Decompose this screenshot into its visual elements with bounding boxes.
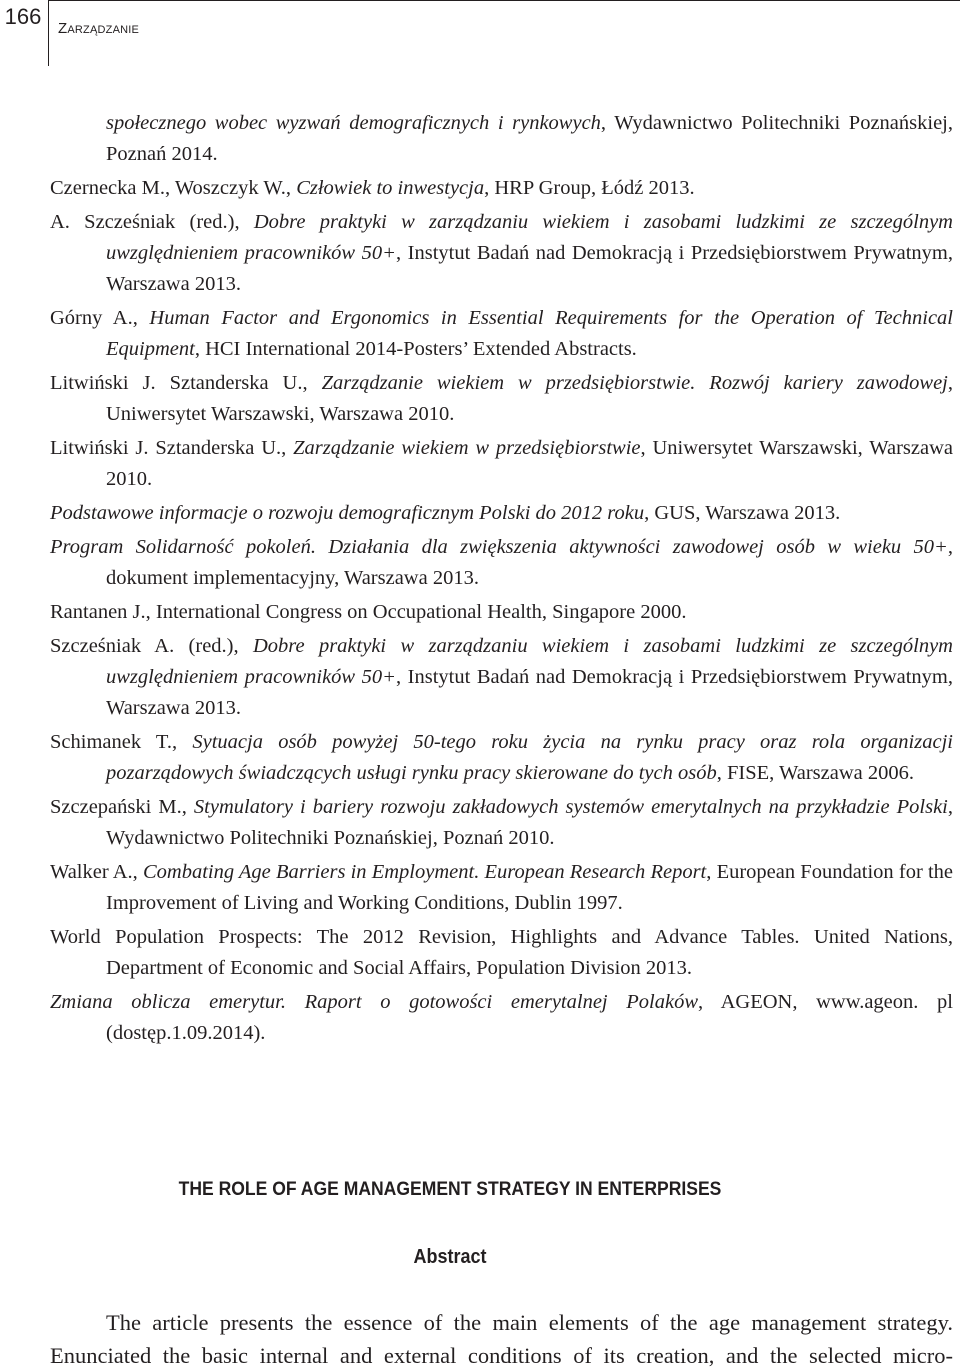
reference-title-segment: społecznego wobec wyzwań demograficznych i rynkowych [106,112,601,134]
reference-entry [50,368,953,430]
reference-entry [50,303,953,365]
reference-entry [50,207,953,300]
reference-text-segment: Litwiński J. Sztanderska U., [50,437,294,459]
reference-title-segment: Dobre praktyki w zarządzaniu wiekiem i zasobami ludzkimi ze szczególnym uwzględnieniem pracowników 50+ [106,211,953,264]
reference-entry [50,922,953,984]
reference-text-segment: Litwiński J. Sztanderska U., [50,372,322,394]
header-horizontal-rule [48,0,960,1]
reference-title-segment: Combating Age Barriers in Employment. European Research Report [142,861,707,883]
running-head [0,0,960,66]
reference-text-segment: Rantanen J., International Congress on Occupational Health, Singapore 2000. [50,601,687,623]
reference-title-segment: Program Solidarność pokoleń. Działania dla zwiększenia aktywności zawodowej osób w wieku 50+ [50,536,948,558]
reference-entry [50,857,953,919]
bibliography-list [50,108,953,1052]
reference-text-segment: , AGEON, www.ageon. pl (dostęp.1.09.2014). [106,991,953,1044]
reference-text-segment: , dokument implementacyjny, Warszawa 2013. [106,536,953,589]
reference-title-segment: Dobre praktyki w zarządzaniu wiekiem i zasobami ludzkimi ze szczególnym uwzględnieniem pracowników 50+ [106,635,953,688]
reference-text-segment: Szcześniak A. (red.), [50,635,253,657]
reference-text-segment: Schimanek T., [50,731,193,753]
reference-entry [50,727,953,789]
reference-entry [50,631,953,724]
reference-entry [50,108,953,170]
reference-entry [50,498,953,529]
reference-text-segment: , FISE, Warszawa 2006. [716,762,914,784]
reference-entry [50,792,953,854]
reference-title-segment: Human Factor and Ergonomics in Essential Requirements for the Operation of Technical Equipment [106,307,953,360]
reference-title-segment: Zarządzanie wiekiem w przedsiębiorstwie. Rozwój kariery zawodowej [321,372,948,394]
reference-text-segment: , GUS, Warszawa 2013. [644,502,841,524]
reference-entry [50,433,953,495]
reference-title-segment: Podstawowe informacje o rozwoju demograficznym Polski do 2012 roku [50,502,645,524]
reference-entry [50,173,953,204]
reference-entry [50,987,953,1049]
reference-entry [50,597,953,628]
reference-text-segment: World Population Prospects: The 2012 Revision, Highlights and Advance Tables. United Nations, Department of Economic and Social Affairs, Population Division 2013. [50,926,953,979]
reference-text-segment: , Wydawnictwo Politechniki Poznańskiej, Poznań 2010. [106,796,953,849]
section-title: Zarządzanie [58,20,140,37]
reference-text-segment: , Wydawnictwo Politechniki Poznańskiej, Poznań 2014. [106,112,953,165]
reference-text-segment: , Instytut Badań nad Demokracją i Przedsiębiorstwem Prywatnym, Warszawa 2013. [106,666,954,719]
reference-text-segment: , Uniwersytet Warszawski, Warszawa 2010. [106,437,953,490]
reference-title-segment: Zmiana oblicza emerytur. Raport o gotowości emerytalnej Polaków [50,991,698,1013]
abstract-text: The article presents the essence of the main elements of the age management strategy. Enunciated the basic internal and external conditions of its creation, and the selected micro- [50,1310,953,1368]
reference-text-segment: Górny A., [50,307,150,329]
reference-text-segment: Czernecka M., Woszczyk W., [50,177,297,199]
reference-text-segment: , Uniwersytet Warszawski, Warszawa 2010. [106,372,954,425]
reference-entry [50,532,953,594]
english-article-title: THE ROLE OF AGE MANAGEMENT STRATEGY IN ENTERPRISES [178,1178,722,1200]
reference-title-segment: Stymulatory i bariery rozwoju zakładowych systemów emerytalnych na przykładzie Polski [193,796,948,818]
reference-text-segment: A. Szcześniak (red.), [50,211,254,233]
reference-title-segment: Sytuacja osób powyżej 50-tego roku życia na rynku pracy oraz rola organizacji pozarządowych świadczących usługi rynku pracy skierowane do tych osób [106,731,953,784]
reference-text-segment: Szczepański M., [50,796,194,818]
page-number: 166 [4,4,42,29]
reference-text-segment: , Instytut Badań nad Demokracją i Przedsiębiorstwem Prywatnym, Warszawa 2013. [106,242,954,295]
reference-text-segment: , HCI International 2014-Posters’ Extended Abstracts. [194,338,637,360]
reference-text-segment: , European Foundation for the Improvement of Living and Working Conditions, Dublin 1997. [106,861,953,914]
reference-title-segment: Człowiek to inwestycja [296,177,485,199]
abstract-heading: Abstract [413,1246,487,1268]
reference-text-segment: , HRP Group, Łódź 2013. [484,177,695,199]
header-vertical-rule [48,0,49,66]
reference-text-segment: Walker A., [50,861,143,883]
reference-title-segment: Zarządzanie wiekiem w przedsiębiorstwie [293,437,641,459]
